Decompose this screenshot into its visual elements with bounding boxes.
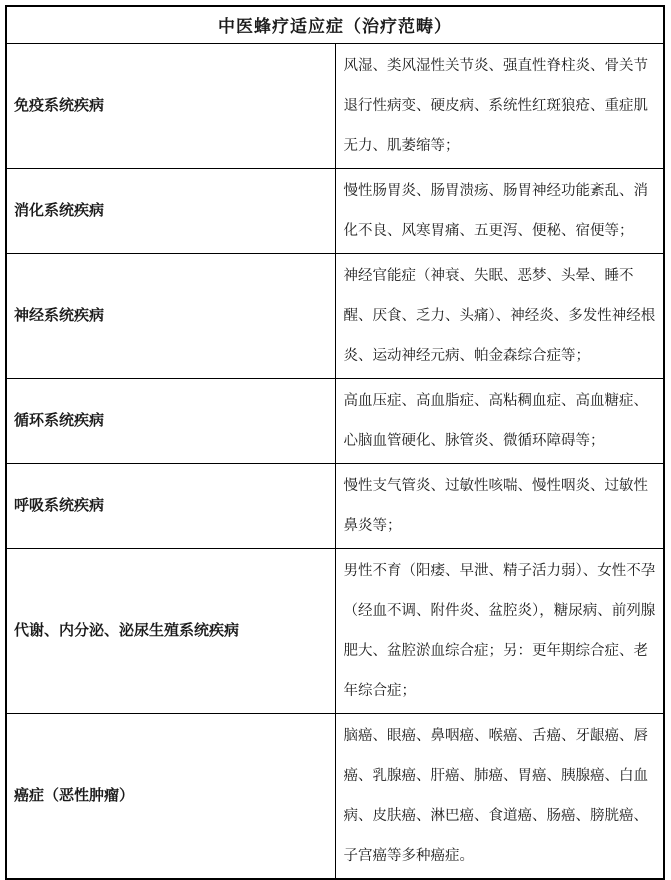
category-cell: 消化系统疾病 xyxy=(6,168,335,253)
details-cell: 高血压症、高血脂症、高粘稠血症、高血糖症、心脑血管硬化、脉管炎、微循环障碍等； xyxy=(335,378,664,463)
category-cell: 神经系统疾病 xyxy=(6,253,335,378)
table-row xyxy=(6,253,664,378)
table-row xyxy=(6,168,664,253)
category-cell: 代谢、内分泌、泌尿生殖系统疾病 xyxy=(6,548,335,713)
table-body xyxy=(6,6,664,879)
details-cell: 脑癌、眼癌、鼻咽癌、喉癌、舌癌、牙龈癌、唇癌、乳腺癌、肝癌、肺癌、胃癌、胰腺癌、白血病、皮肤癌、淋巴癌、食道癌、肠癌、膀胱癌、子宫癌等多种癌症。 xyxy=(335,713,664,879)
details-cell: 男性不育（阳痿、早泄、精子活力弱）、女性不孕（经血不调、附件炎、盆腔炎），糖尿病、前列腺肥大、盆腔淤血综合症；另：更年期综合症、老年综合症； xyxy=(335,548,664,713)
details-cell: 慢性肠胃炎、肠胃溃疡、肠胃神经功能紊乱、消化不良、风寒胃痛、五更泻、便秘、宿便等； xyxy=(335,168,664,253)
details-cell: 风湿、类风湿性关节炎、强直性脊柱炎、骨关节退行性病变、硬皮病、系统性红斑狼疮、重症肌无力、肌萎缩等； xyxy=(335,43,664,168)
table-title-row xyxy=(6,6,664,43)
table-row xyxy=(6,43,664,168)
bee-therapy-indications-table xyxy=(5,5,665,880)
category-cell: 免疫系统疾病 xyxy=(6,43,335,168)
details-cell: 神经官能症（神衰、失眠、恶梦、头晕、睡不醒、厌食、乏力、头痛）、神经炎、多发性神经根炎、运动神经元病、帕金森综合症等； xyxy=(335,253,664,378)
category-cell: 循环系统疾病 xyxy=(6,378,335,463)
table-row xyxy=(6,463,664,548)
table-row xyxy=(6,713,664,879)
category-cell: 癌症（恶性肿瘤） xyxy=(6,713,335,879)
details-cell: 慢性支气管炎、过敏性咳喘、慢性咽炎、过敏性鼻炎等； xyxy=(335,463,664,548)
category-cell: 呼吸系统疾病 xyxy=(6,463,335,548)
table-row xyxy=(6,378,664,463)
table-title: 中医蜂疗适应症（治疗范畴） xyxy=(6,6,664,43)
table-row xyxy=(6,548,664,713)
